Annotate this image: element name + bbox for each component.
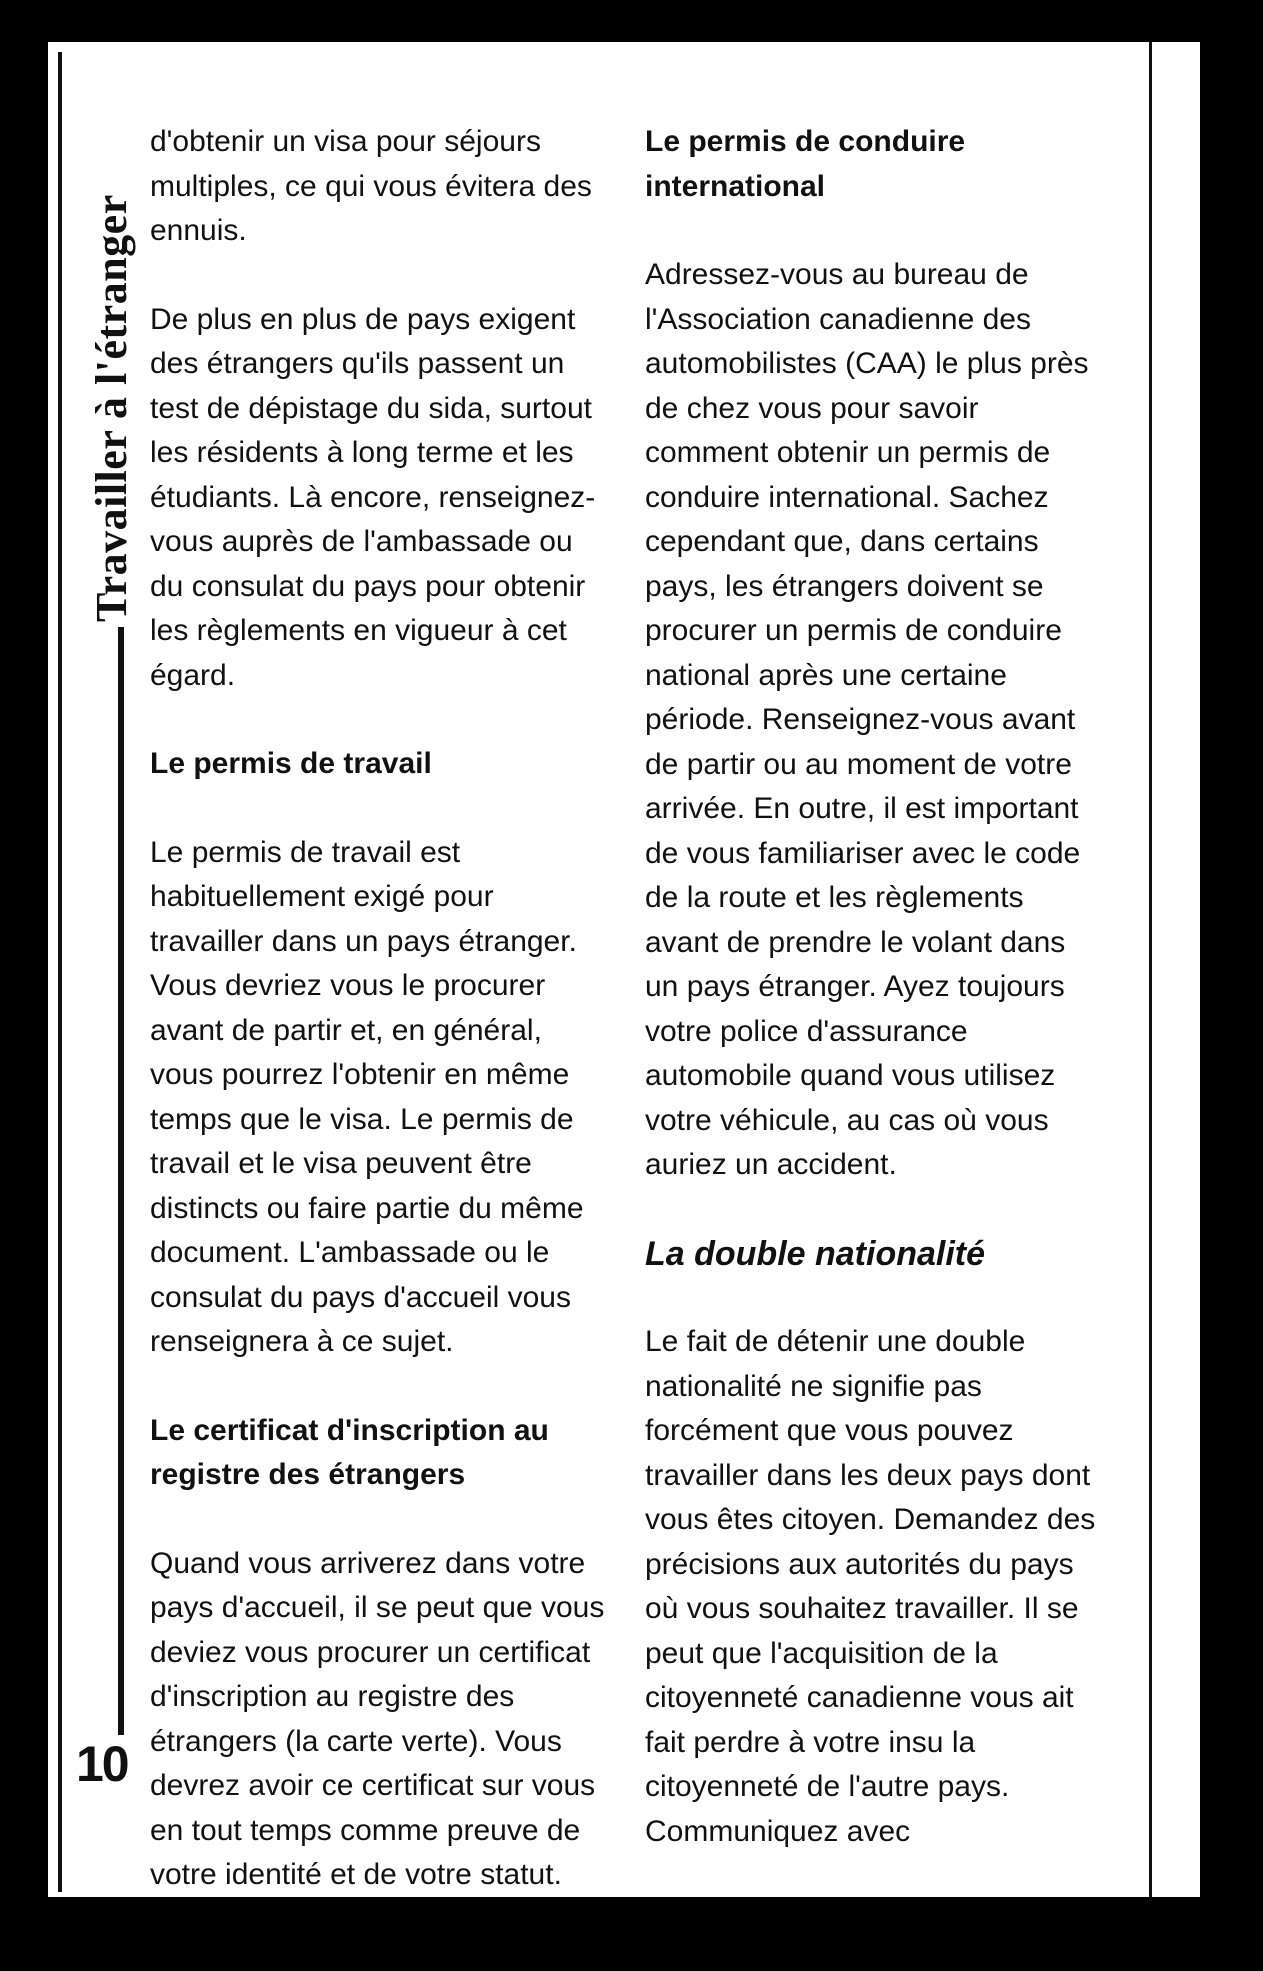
sidebar-title: Travailler à l'étranger	[87, 194, 136, 622]
sidebar-divider	[118, 627, 124, 1762]
paragraph-dual-citizenship: Le fait de détenir une double nationalité ne signifie pas forcément que vous pouvez travailler dans les deux pays dont vous êtes citoyen. Demandez des précisions aux autorités du pays où vous souhaitez travailler. Il se peut que l'acquisition de la citoyenneté canadienne vous ait fait perdre à votre insu la citoyenneté de l'autre pays. Communiquez avec	[645, 1325, 1096, 1848]
heading-work-permit: Le permis de travail	[150, 747, 432, 780]
paragraph-visa-continued: d'obtenir un visa pour séjours multiples, ce qui vous évitera des ennuis.	[150, 125, 592, 247]
paragraph-aids-test: De plus en plus de pays exigent des étrangers qu'ils passent un test de dépistage du sida, surtout les résidents à long terme et les étudiants. Là encore, renseignez-vous auprès de l'ambassade ou du consulat du pays pour obtenir les règlements en vigueur à cet égard.	[150, 302, 596, 692]
paragraph-international-license: Adressez-vous au bureau de l'Association canadienne des automobilistes (CAA) le plus près de chez vous pour savoir comment obtenir un permis de conduire international. Sachez cependant que, dans certains pays, les étrangers doivent se procurer un permis de conduire national après une certaine période. Renseignez-vous avant de partir ou au moment de votre arrivée. En outre, il est important de vous familiariser avec le code de la route et les règlements avant de prendre le volant dans un pays étranger. Ayez toujours votre police d'assurance automobile quand vous utilisez votre véhicule, au cas où vous auriez un accident.	[645, 258, 1089, 1181]
sidebar	[82, 112, 142, 1852]
right-column	[645, 120, 1105, 1898]
heading-international-license: Le permis de conduire international	[645, 125, 966, 203]
page-edge-rule	[58, 52, 62, 1892]
left-column	[150, 120, 610, 1942]
page-number: 10	[76, 1736, 128, 1792]
paragraph-registration-certificate: Quand vous arriverez dans votre pays d'accueil, il se peut que vous deviez vous procurer un certificat d'inscription au registre des étrangers (la carte verte). Vous devrez avoir ce certificat sur vous en tout temps comme preuve de votre identité et de votre statut.	[150, 1546, 605, 1891]
heading-registration-certificate: Le certificat d'inscription au registre des étrangers	[150, 1413, 549, 1491]
page-right-edge	[1149, 42, 1200, 1897]
heading-dual-citizenship: La double nationalité	[645, 1234, 986, 1273]
paragraph-work-permit: Le permis de travail est habituellement exigé pour travailler dans un pays étranger. Vous devriez vous le procurer avant de partir et, en général, vous pourrez l'obtenir en même temps que le visa. Le permis de travail et le visa peuvent être distincts ou faire partie du même document. L'ambassade ou le consulat du pays d'accueil vous renseignera à ce sujet.	[150, 835, 584, 1358]
